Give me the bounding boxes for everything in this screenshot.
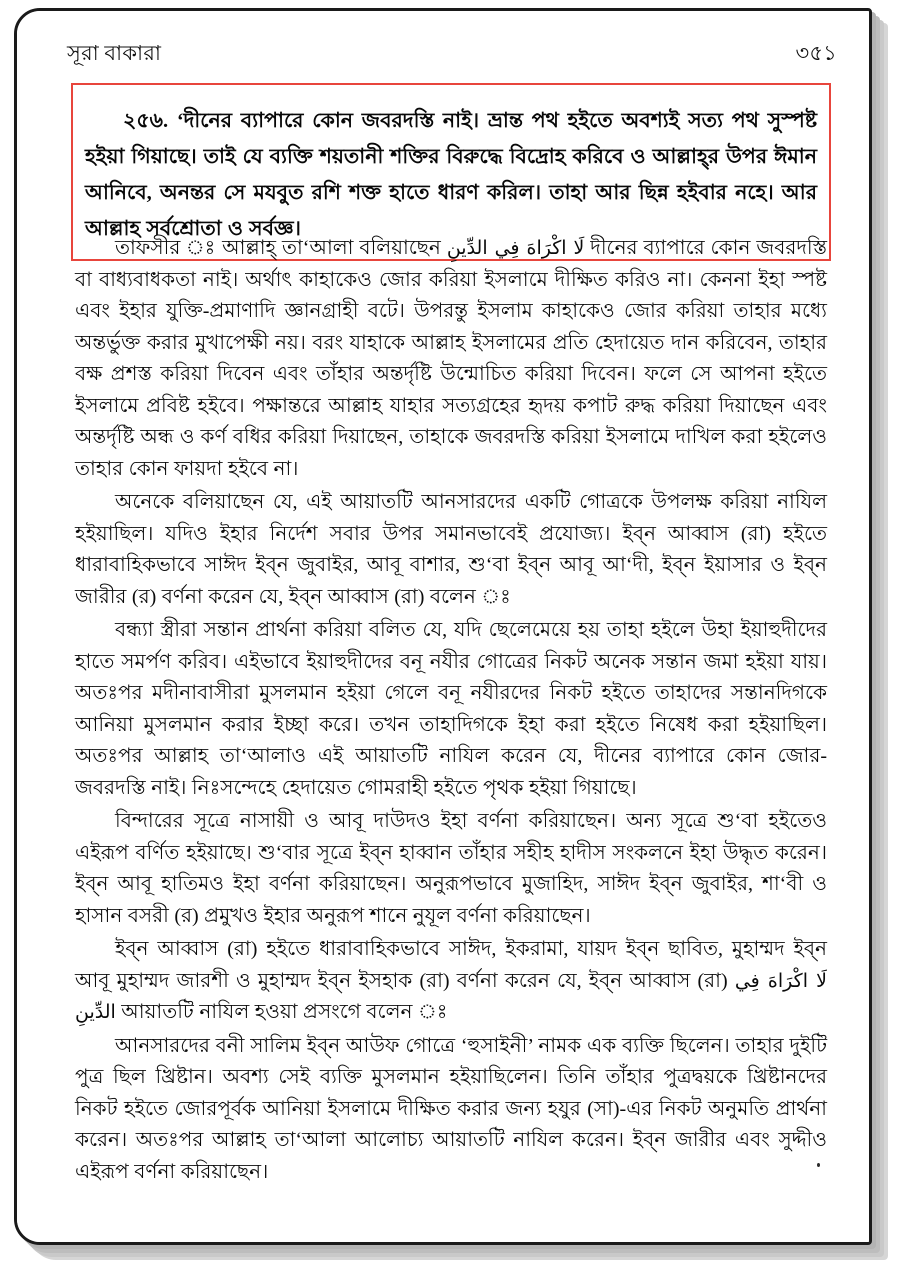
running-header	[67, 37, 837, 72]
verse-text: ২৫৬. ‘দীনের ব্যাপারে কোন জবরদস্তি নাই। ভ্রান্ত পথ হইতে অবশ্যই সত্য পথ সুস্পষ্ট হইয়া গিয়াছে। তাই যে ব্যক্তি শয়তানী শক্তির বিরুদ্ধে বিদ্রোহ করিবে ও আল্লাহ্‌র উপর ঈমান আনিবে, অনন্তর সে মযবুত রশি শক্ত হাতে ধারণ করিল। তাহা আর ছিন্ন হইবার নহে। আর আল্লাহ সর্বশ্রোতা ও সর্বজ্ঞ।	[85, 110, 817, 240]
tafsir-paragraph	[75, 487, 827, 613]
page-surface	[17, 11, 869, 1242]
bengali-run: অনেকে বলিয়াছেন যে, এই আয়াতটি আনসারদের একটি গোত্রকে উপলক্ষ করিয়া নাযিল হইয়াছিল। যদিও ইহার নির্দেশ সবার উপর সমানভাবেই প্রযোজ্য। ইব্‌ন আব্বাস (রা) হইতে ধারাবাহিকভাবে সাঈদ ইব্‌ন জুবাইর, আবূ বাশার, শু‘বা ইব্‌ন আবূ আ‘দী, ইব্‌ন ইয়াসার ও ইব্‌ন জারীর (র) বর্ণনা করেন যে, ইব্‌ন আব্বাস (রা) বলেন ঃ	[75, 491, 827, 608]
tafsir-paragraph	[75, 1031, 827, 1189]
bengali-run: দীনের ব্যাপারে কোন জবরদস্তি বা বাধ্যবাধকতা নাই। অর্থাৎ কাহাকেও জোর করিয়া ইসলামে দীক্ষিত করিও না। কেননা ইহা স্পষ্ট এবং ইহার যুক্তি-প্রমাণাদি জ্ঞানগ্রাহী বটে। উপরন্তু ইসলাম কাহাকেও জোর করিয়া তাহার মধ্যে অন্তর্ভুক্ত করার মুখাপেক্ষী নয়। বরং যাহাকে আল্লাহ ইসলামের প্রতি হেদায়েত দান করিবেন, তাহার বক্ষ প্রশস্ত করিয়া দিবেন এবং তাঁহার অন্তর্দৃষ্টি উন্মোচিত করিয়া দিবেন। ফলে সে আপনা হইতে ইসলামে প্রবিষ্ট হইবে। পক্ষান্তরে আল্লাহ যাহার সত্যগ্রহের হৃদয় কপাট রুদ্ধ করিয়া দিয়াছেন এবং অন্তর্দৃষ্টি অন্ধ ও কর্ণ বধির করিয়া দিয়াছেন, তাহাকে জবরদস্তি করিয়া ইসলামে দাখিল করা হইলেও তাহার কোন ফায়দা হইবে না।	[75, 237, 827, 480]
tafsir-paragraph	[75, 806, 827, 932]
bengali-run: আনসারদের বনী সালিম ইব্‌ন আউফ গোত্রে ‘হুসাইনী’ নামক এক ব্যক্তি ছিলেন। তাহার দুইটি পুত্র ছিল খ্রিষ্টান। অবশ্য সেই ব্যক্তি মুসলমান হইয়াছিলেন। তিনি তাঁহার পুত্রদ্বয়কে খ্রিষ্টানদের নিকট হইতে জোরপূর্বক আনিয়া ইসলামে দীক্ষিত করার জন্য হযুর (সা)-এর নিকট অনুমতি প্রার্থনা করেন। অতঃপর আল্লাহ তা‘আলা আলোচ্য আয়াতটি নাযিল করেন। ইব্‌ন জারীর এবং সুদ্দীও এইরূপ বর্ণনা করিয়াছেন।	[75, 1034, 827, 1183]
page-number: ৩৫১	[795, 41, 837, 65]
tafsir-paragraph	[75, 233, 827, 485]
arabic-quote: لَا اكْرَاهَ فِي الدِّينِ	[446, 237, 585, 259]
bengali-run: বন্ধ্যা স্ত্রীরা সন্তান প্রার্থনা করিয়া বলিত যে, যদি ছেলেমেয়ে হয় তাহা হইলে উহা ইয়াহুদীদের হাতে সমর্পণ করিব। এইভাবে ইয়াহুদীদের বনূ নযীর গোত্রের নিকট অনেক সন্তান জমা হইয়া যায়। অতঃপর মদীনাবাসীরা মুসলমান হইয়া গেলে বনূ নযীরদের নিকট হইতে তাহাদের সন্তানদিগকে আনিয়া মুসলমান করার ইচ্ছা করে। তখন তাহাদিগকে ইহা করা হইতে নিষেধ করা হইয়াছিল। অতঃপর আল্লাহ তা‘আলাও এই আয়াতটি নাযিল করেন যে, দীনের ব্যাপারে কোন জোর-জবরদস্তি নাই। নিঃসন্দেহে হেদায়েত গোমরাহী হইতে পৃথক হইয়া গিয়াছে।	[75, 619, 827, 799]
tafsir-paragraph	[75, 934, 827, 1029]
bengali-run: বিন্দারের সূত্রে নাসায়ী ও আবূ দাউদও ইহা বর্ণনা করিয়াছেন। অন্য সূত্রে শু‘বা হইতেও এইরূপ বর্ণিত হইয়াছে। শু‘বার সূত্রে ইব্‌ন হাব্বান তাঁহার সহীহ হাদীস সংকলনে ইহা উদ্ধৃত করেন। ইব্‌ন আবূ হাতিমও ইহা বর্ণনা করিয়াছেন। অনুরূপভাবে মুজাহিদ, সাঈদ ইব্‌ন জুবাইর, শা‘বী ও হাসান বসরী (র) প্রমুখও ইহার অনুরূপ শানে নুযূল বর্ণনা করিয়াছেন।	[75, 810, 827, 927]
bengali-run: তাফসীর ঃ আল্লাহ্‌ তা‘আলা বলিয়াছেন	[115, 237, 447, 259]
bengali-run: ইব্‌ন আব্বাস (রা) হইতে ধারাবাহিকভাবে সাঈদ, ইকরামা, যায়দ ইব্‌ন ছাবিত, মুহাম্মদ ইব্‌ন আবূ মুহাম্মদ জারশী ও মুহাম্মদ ইব্‌ন ইসহাক (রা) বর্ণনা করেন যে, ইব্‌ন আব্বাস (রা)	[75, 938, 827, 992]
bengali-run: আয়াতটি নাযিল হওয়া প্রসংগে বলেন ঃ	[115, 1001, 448, 1023]
page-frame	[14, 8, 872, 1245]
scan-speck-bottom-right	[817, 1163, 820, 1167]
tafsir-paragraph	[75, 615, 827, 804]
surah-title: সূরা বাকারা	[67, 41, 162, 65]
tafsir-body	[75, 233, 827, 1190]
arabic-quote: لَا اكْرَاهَ فِي الدِّينِ	[75, 969, 828, 1023]
